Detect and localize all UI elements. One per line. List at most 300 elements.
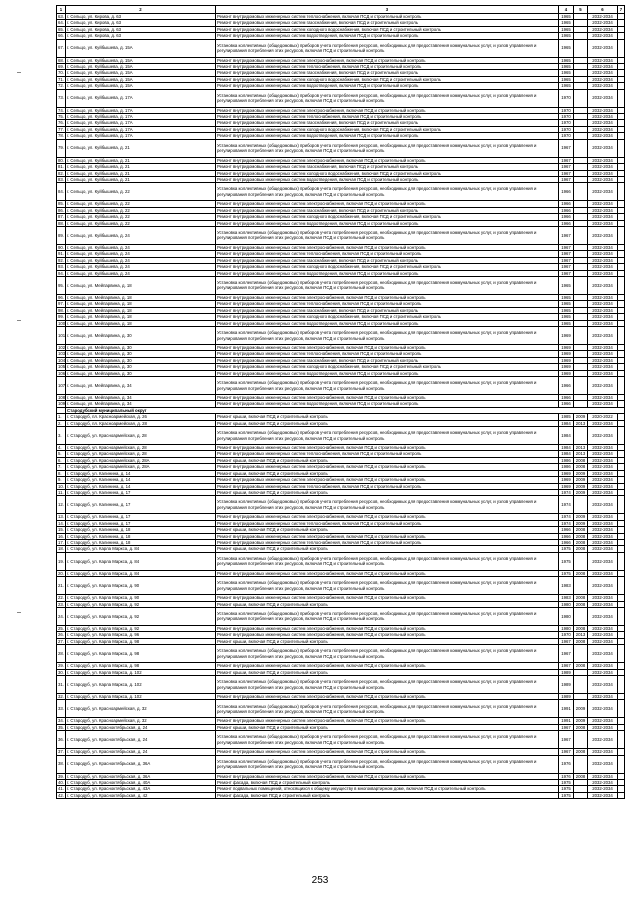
row-number: 5. [57, 451, 66, 457]
work-type-cell: Установка коллективных (общедомовых) приборов учета потребления ресурсов, необходимых для предоставления коммунальных услуг, и узлов управления и регулирования потребления этих ресурсов, включая ПСД и строительный контроль [216, 139, 559, 157]
build-year-cell: 1974 [559, 514, 574, 520]
row-number: 7. [57, 464, 66, 470]
work-type-cell: Ремонт внутридомовых инженерных систем электроснабжения, включая ПСД и строительный контроль [216, 632, 559, 638]
work-type-cell: Ремонт крыши, включая ПСД и строительный контроль [216, 638, 559, 644]
row-number: 2. [57, 420, 66, 426]
last-repair-year-cell: 2009 [574, 700, 588, 718]
column-header: 4 [559, 6, 574, 14]
build-year-cell: 1984 [559, 451, 574, 457]
planned-period-cell: 2032-2034 [588, 755, 618, 773]
build-year-cell: 1966 [559, 207, 574, 213]
planned-period-cell: 2032-2034 [588, 351, 618, 357]
row-number: 1. [57, 414, 66, 420]
row-number: 66. [58, 33, 64, 39]
column-header: 5 [574, 6, 588, 14]
build-year-cell: 1967 [559, 724, 574, 730]
address-cell: г. Стародуб, ул. Красноктябрьская, д. 40А [66, 780, 216, 786]
planned-period-cell: 2032-2034 [588, 264, 618, 270]
planned-period-cell: 2032-2034 [588, 718, 618, 724]
work-type-cell: Ремонт внутридомовых инженерных систем электроснабжения, включая ПСД и строительный контроль [216, 294, 559, 300]
table-row [57, 377, 625, 395]
row-number: 29. [58, 663, 64, 669]
build-year-cell: 1965 [559, 276, 574, 294]
address-cell: г. Сельцо, ул. Куйбышева, д. 17А [66, 114, 216, 120]
planned-period-cell: 2032-2034 [588, 533, 618, 539]
row-number: 38. [57, 755, 66, 773]
table-row [57, 226, 625, 244]
planned-period-cell: 2032-2034 [588, 164, 618, 170]
work-type-cell: Ремонт внутридомовых инженерных систем водоотведения, включая ПСД и строительный контроль [216, 270, 559, 276]
build-year-cell: 1991 [559, 718, 574, 724]
table-row [57, 676, 625, 694]
address-cell: г. Сельцо, ул. Куйбышева, д. 22 [66, 207, 216, 213]
build-year-cell: 1965 [559, 320, 574, 326]
planned-period-cell: 2032-2034 [588, 377, 618, 395]
work-type-cell: Установка коллективных (общедомовых) приборов учета потребления ресурсов, необходимых для предоставления коммунальных услуг, и узлов управления и регулирования потребления этих ресурсов, включая ПСД и строительный контроль [216, 276, 559, 294]
column-header: 6 [588, 6, 618, 14]
address-cell: г. Стародуб, ул. Калинина, д. 17 [66, 520, 216, 526]
planned-period-cell: 2032-2034 [588, 133, 618, 139]
work-type-cell: Ремонт внутридомовых инженерных систем электроснабжения, включая ПСД и строительный контроль [216, 663, 559, 669]
planned-period-cell: 2032-2034 [588, 514, 618, 520]
row-number: 63. [58, 14, 64, 19]
planned-period-cell: 2032-2034 [588, 645, 618, 663]
work-type-cell: Ремонт внутридомовых инженерных систем холодного водоснабжения, включая ПСД и строительный контроль [216, 264, 559, 270]
last-repair-year-cell [574, 645, 588, 663]
row-number: 21. [57, 577, 66, 595]
work-type-cell: Ремонт внутридомовых инженерных систем электроснабжения, включая ПСД и строительный контроль [216, 625, 559, 631]
row-number: 8. [57, 470, 66, 476]
planned-period-cell: 2032-2034 [588, 14, 618, 20]
page-number: 253 [311, 875, 329, 886]
build-year-cell: 1967 [559, 244, 574, 250]
row-number: 98. [58, 307, 64, 313]
last-repair-year-cell [574, 377, 588, 395]
address-cell: г. Сельцо, ул. Куйбышева, д. 15А [66, 64, 216, 70]
build-year-cell: 1965 [559, 307, 574, 313]
table-row [57, 496, 625, 514]
planned-period-cell: 2032-2034 [588, 451, 618, 457]
row-number: 42. [58, 792, 64, 798]
address-cell: г. Сельцо, ул. Куйбышева, д. 24 [66, 270, 216, 276]
build-year-cell: 1967 [559, 257, 574, 263]
last-repair-year-cell: 2009 [574, 520, 588, 526]
planned-period-cell: 2032-2034 [588, 320, 618, 326]
address-cell: г. Сельцо, ул. Мейпарвина, д. 18 [66, 320, 216, 326]
address-cell: г. Стародуб, ул. Карла Маркса, д. 90 [66, 595, 216, 601]
table-row [57, 39, 625, 57]
address-cell: г. Стародуб, ул. Калинина, д. 18 [66, 539, 216, 545]
address-cell: г. Стародуб, ул. Карла Маркса, д. 98 [66, 638, 216, 644]
build-year-cell: 1965 [559, 70, 574, 76]
build-year-cell: 1965 [559, 33, 574, 39]
planned-period-cell: 2032-2034 [588, 126, 618, 132]
row-number: 89. [57, 226, 66, 244]
row-number: 69. [58, 64, 64, 70]
last-repair-year-cell: 2008 [574, 464, 588, 470]
row-number: 103. [58, 351, 67, 357]
last-repair-year-cell: 2013 [574, 451, 588, 457]
address-cell: г. Сельцо, ул. Куйбышева, д. 21 [66, 157, 216, 163]
table-row [57, 327, 625, 345]
row-number: 4. [57, 445, 66, 451]
row-number: 23. [58, 601, 64, 607]
address-cell: г. Сельцо, ул. Куйбышева, д. 22 [66, 201, 216, 207]
table-row [57, 792, 625, 798]
planned-period-cell: 2032-2034 [588, 539, 618, 545]
row-number: 34. [58, 718, 64, 724]
last-repair-year-cell: 2009 [574, 483, 588, 489]
last-repair-year-cell [574, 607, 588, 625]
work-type-cell: Ремонт внутридомовых инженерных систем электроснабжения, включая ПСД и строительный контроль [216, 595, 559, 601]
row-number: 108. [58, 395, 67, 401]
last-repair-year-cell [574, 755, 588, 773]
planned-period-cell: 2032-2034 [588, 577, 618, 595]
row-number: 107. [57, 377, 66, 395]
address-cell: г. Сельцо, ул. Куйбышева, д. 15А [66, 83, 216, 89]
row-number: 93. [58, 264, 64, 270]
row-number: 105. [58, 364, 67, 370]
work-type-cell: Ремонт внутридомовых инженерных систем холодного водоснабжения, включая ПСД и строительный контроль [216, 76, 559, 82]
build-year-cell: 1975 [559, 546, 574, 552]
work-type-cell: Ремонт внутридомовых инженерных систем водоотведения, включая ПСД и строительный контроль [216, 83, 559, 89]
table-row [57, 755, 625, 773]
build-year-cell: 1970 [559, 120, 574, 126]
build-year-cell: 1991 [559, 700, 574, 718]
row-number: 14. [58, 520, 64, 526]
extra-cell [618, 183, 625, 201]
planned-period-cell: 2032-2034 [588, 724, 618, 730]
address-cell: г. Стародуб, ул. Калинина, д. 14 [66, 483, 216, 489]
extra-cell [618, 577, 625, 595]
address-cell: г. Сельцо, ул. Куйбышева, д. 15А [66, 70, 216, 76]
build-year-cell: 1983 [559, 595, 574, 601]
build-year-cell: 1989 [559, 676, 574, 694]
address-cell: г. Сельцо, ул. Кирова, д. 63 [66, 26, 216, 32]
row-number: 104. [58, 357, 67, 363]
address-cell: г. Сельцо, ул. Куйбышева, д. 21 [66, 139, 216, 157]
row-number: 25. [58, 625, 64, 631]
address-cell: г. Сельцо, ул. Мейпарвина, д. 18 [66, 276, 216, 294]
row-number: 28. [57, 645, 66, 663]
build-year-cell: 1965 [559, 26, 574, 32]
work-type-cell: Ремонт внутридомовых инженерных систем электроснабжения, включая ПСД и строительный контроль [216, 533, 559, 539]
row-number: 11. [58, 489, 64, 495]
build-year-cell: 1969 [559, 345, 574, 351]
address-cell: г. Стародуб, ул. Красноармейская, д. 28А [66, 457, 216, 463]
address-cell: г. Сельцо, ул. Куйбышева, д. 24 [66, 257, 216, 263]
build-year-cell: 1969 [559, 364, 574, 370]
planned-period-cell: 2032-2034 [588, 489, 618, 495]
address-cell: г. Сельцо, ул. Мейпарвина, д. 34 [66, 395, 216, 401]
address-cell: г. Сельцо, ул. Мейпарвина, д. 34 [66, 377, 216, 395]
address-cell: г. Сельцо, ул. Мейпарвина, д. 18 [66, 294, 216, 300]
address-cell: г. Сельцо, ул. Мейпарвина, д. 30 [66, 370, 216, 376]
extra-cell [618, 607, 625, 625]
address-cell: г. Сельцо, ул. Куйбышева, д. 21 [66, 164, 216, 170]
work-type-cell: Ремонт внутридомовых инженерных систем холодного водоснабжения, включая ПСД и строительный контроль [216, 26, 559, 32]
address-cell: г. Стародуб, ул. Калинина, д. 14 [66, 470, 216, 476]
planned-period-cell: 2032-2034 [588, 632, 618, 638]
row-number: 96. [58, 294, 64, 300]
section-title: Стародубский муниципальный округ [66, 407, 625, 413]
build-year-cell: 1967 [559, 270, 574, 276]
planned-period-cell: 2032-2034 [588, 89, 618, 107]
planned-period-cell: 2032-2034 [588, 520, 618, 526]
last-repair-year-cell: 2013 [574, 420, 588, 426]
address-cell: г. Стародуб, ул. Красноктябрьская, д. 36А [66, 773, 216, 779]
last-repair-year-cell: 2008 [574, 539, 588, 545]
planned-period-cell: 2032-2034 [588, 483, 618, 489]
row-number: 73. [57, 89, 66, 107]
address-cell: г. Стародуб, ул. Карла Маркса, д. 98 [66, 663, 216, 669]
work-type-cell: Ремонт крыши, включая ПСД и строительный контроль [216, 669, 559, 675]
planned-period-cell: 2032-2034 [588, 220, 618, 226]
planned-period-cell: 2032-2034 [588, 780, 618, 786]
last-repair-year-cell [574, 552, 588, 570]
work-type-cell: Ремонт внутридомовых инженерных систем водоотведения, включая ПСД и строительный контроль [216, 320, 559, 326]
planned-period-cell: 2032-2034 [588, 552, 618, 570]
build-year-cell: 1966 [559, 377, 574, 395]
extra-cell [618, 89, 625, 107]
last-repair-year-cell: 2008 [574, 601, 588, 607]
address-cell: г. Стародуб, ул. Красноктябрьская, д. 43А [66, 786, 216, 792]
work-type-cell: Установка коллективных (общедомовых) приборов учета потребления ресурсов, необходимых для предоставления коммунальных услуг, и узлов управления и регулирования потребления этих ресурсов, включая ПСД и строительный контроль [216, 700, 559, 718]
work-type-cell: Ремонт внутридомовых инженерных систем газоснабжения, включая ПСД и строительный контроль [216, 207, 559, 213]
address-cell: г. Стародуб, ул. Калинина, д. 17 [66, 489, 216, 495]
extra-cell [618, 276, 625, 294]
margin-mark [17, 612, 21, 613]
address-cell: г. Стародуб, ул. Карла Маркса, д. 92 [66, 601, 216, 607]
last-repair-year-cell [574, 89, 588, 107]
last-repair-year-cell: 2009 [574, 489, 588, 495]
row-number: 13. [58, 514, 64, 520]
planned-period-cell: 2032-2034 [588, 786, 618, 792]
planned-period-cell: 2032-2034 [588, 792, 618, 798]
row-number: 22. [58, 595, 64, 601]
planned-period-cell: 2032-2034 [588, 176, 618, 182]
work-type-cell: Ремонт крыши, включая ПСД и строительный контроль [216, 420, 559, 426]
build-year-cell: 1965 [559, 57, 574, 63]
planned-period-cell: 2032-2034 [588, 64, 618, 70]
table-row [57, 645, 625, 663]
work-type-cell: Ремонт внутридомовых инженерных систем водоотведения, включая ПСД и строительный контроль [216, 220, 559, 226]
address-cell: г. Стародуб, пл. Красноармейская, д. 26 [66, 414, 216, 420]
address-cell: г. Стародуб, ул. Красноармейская, д. 28 [66, 427, 216, 445]
work-type-cell: Ремонт крыши, включая ПСД и строительный контроль [216, 414, 559, 420]
work-type-cell: Установка коллективных (общедомовых) приборов учета потребления ресурсов, необходимых для предоставления коммунальных услуг, и узлов управления и регулирования потребления этих ресурсов, включая ПСД и строительный контроль [216, 89, 559, 107]
planned-period-cell: 2032-2034 [588, 301, 618, 307]
work-type-cell: Установка коллективных (общедомовых) приборов учета потребления ресурсов, необходимых для предоставления коммунальных услуг, и узлов управления и регулирования потребления этих ресурсов, включая ПСД и строительный контроль [216, 496, 559, 514]
planned-period-cell: 2032-2034 [588, 157, 618, 163]
planned-period-cell: 2032-2034 [588, 445, 618, 451]
build-year-cell: 1980 [559, 601, 574, 607]
build-year-cell: 1970 [559, 89, 574, 107]
address-cell: г. Сельцо, ул. Кирова, д. 63 [66, 20, 216, 26]
row-number: 17. [58, 539, 64, 545]
last-repair-year-cell: 2009 [574, 470, 588, 476]
work-type-cell: Установка коллективных (общедомовых) приборов учета потребления ресурсов, необходимых для предоставления коммунальных услуг, и узлов управления и регулирования потребления этих ресурсов, включая ПСД и строительный контроль [216, 427, 559, 445]
address-cell: г. Сельцо, ул. Мейпарвина, д. 34 [66, 401, 216, 407]
address-cell: г. Сельцо, ул. Мейпарвина, д. 18 [66, 307, 216, 313]
planned-period-cell: 2020-2022 [588, 414, 618, 420]
row-number: 86. [58, 207, 64, 213]
build-year-cell: 1965 [559, 39, 574, 57]
work-type-cell: Ремонт крыши, включая ПСД и строительный контроль [216, 457, 559, 463]
last-repair-year-cell: 2009 [574, 477, 588, 483]
work-type-cell: Ремонт внутридомовых инженерных систем холодного водоснабжения, включая ПСД и строительный контроль [216, 170, 559, 176]
build-year-cell: 1966 [559, 214, 574, 220]
work-type-cell: Установка коллективных (общедомовых) приборов учета потребления ресурсов, необходимых для предоставления коммунальных услуг, и узлов управления и регулирования потребления этих ресурсов, включая ПСД и строительный контроль [216, 607, 559, 625]
row-number: 71. [58, 76, 64, 82]
last-repair-year-cell [574, 792, 588, 798]
address-cell: г. Сельцо, ул. Куйбышева, д. 24 [66, 244, 216, 250]
address-cell: г. Сельцо, ул. Куйбышева, д. 15А [66, 39, 216, 57]
work-type-cell: Ремонт внутридомовых инженерных систем водоотведения, включая ПСД и строительный контроль [216, 370, 559, 376]
build-year-cell: 1975 [559, 786, 574, 792]
extra-cell [618, 139, 625, 157]
address-cell: г. Стародуб, ул. Карла Маркса, д. 84 [66, 546, 216, 552]
work-type-cell: Ремонт фасада, включая ПСД и строительный контроль [216, 780, 559, 786]
last-repair-year-cell [574, 139, 588, 157]
row-number: 41. [58, 786, 64, 792]
row-number: 99. [58, 314, 64, 320]
work-type-cell: Ремонт внутридомовых инженерных систем холодного водоснабжения, включая ПСД и строительный контроль [216, 314, 559, 320]
table-row [57, 607, 625, 625]
row-number: 100. [58, 320, 67, 326]
work-type-cell: Ремонт фасада, включая ПСД и строительный контроль [216, 792, 559, 798]
planned-period-cell: 2032-2034 [588, 595, 618, 601]
address-cell: г. Стародуб, ул. Красноармейская, д. 28 [66, 445, 216, 451]
planned-period-cell: 2032-2034 [588, 26, 618, 32]
work-type-cell: Ремонт внутридомовых инженерных систем теплоснабжения, включая ПСД и строительный контроль [216, 539, 559, 545]
last-repair-year-cell: 2008 [574, 749, 588, 755]
row-number: 97. [58, 301, 64, 307]
row-number: 95. [57, 276, 66, 294]
address-cell: г. Стародуб, ул. Красноктябрьская, д. 42 [66, 792, 216, 798]
extra-cell [618, 792, 625, 798]
address-cell: г. Стародуб, ул. Красноктябрьская, д. 24 [66, 724, 216, 730]
row-number: 20. [58, 570, 64, 576]
row-number: 67. [57, 39, 66, 57]
address-cell: г. Стародуб, ул. Карла Маркса, д. 96 [66, 632, 216, 638]
address-cell: г. Сельцо, ул. Куйбышева, д. 17А [66, 120, 216, 126]
planned-period-cell: 2032-2034 [588, 207, 618, 213]
row-number: 16. [58, 533, 64, 539]
build-year-cell: 1986 [559, 464, 574, 470]
work-type-cell: Ремонт внутридомовых инженерных систем газоснабжения, включая ПСД и строительный контроль [216, 257, 559, 263]
planned-period-cell: 2032-2034 [588, 364, 618, 370]
work-type-cell: Установка коллективных (общедомовых) приборов учета потребления ресурсов, необходимых для предоставления коммунальных услуг, и узлов управления и регулирования потребления этих ресурсов, включая ПСД и строительный контроль [216, 226, 559, 244]
last-repair-year-cell: 2008 [574, 595, 588, 601]
build-year-cell: 1967 [559, 164, 574, 170]
row-number: 15. [58, 527, 64, 533]
address-cell: г. Сельцо, ул. Куйбышева, д. 22 [66, 214, 216, 220]
build-year-cell: 1967 [559, 638, 574, 644]
row-number: 70. [58, 70, 64, 76]
planned-period-cell: 2032-2034 [588, 607, 618, 625]
row-number: 87. [58, 214, 64, 220]
work-type-cell: Ремонт внутридомовых инженерных систем газоснабжения, включая ПСД и строительный контроль [216, 70, 559, 76]
extra-cell [618, 39, 625, 57]
work-type-cell: Установка коллективных (общедомовых) приборов учета потребления ресурсов, необходимых для предоставления коммунальных услуг, и узлов управления и регулирования потребления этих ресурсов, включая ПСД и строительный контроль [216, 731, 559, 749]
address-cell: г. Сельцо, ул. Мейпарвина, д. 30 [66, 345, 216, 351]
row-number: 65. [58, 26, 64, 32]
row-number: 37. [58, 749, 64, 755]
last-repair-year-cell [574, 183, 588, 201]
address-cell: г. Стародуб, ул. Калинина, д. 17 [66, 514, 216, 520]
address-cell: г. Стародуб, ул. Красноармейская, д. 32 [66, 718, 216, 724]
address-cell: г. Стародуб, ул. Карла Маркса, д. 92 [66, 625, 216, 631]
address-cell: г. Стародуб, ул. Красноктябрьская, д. 36А [66, 755, 216, 773]
work-type-cell: Установка коллективных (общедомовых) приборов учета потребления ресурсов, необходимых для предоставления коммунальных услуг, и узлов управления и регулирования потребления этих ресурсов, включая ПСД и строительный контроль [216, 552, 559, 570]
planned-period-cell: 2032-2034 [588, 307, 618, 313]
build-year-cell: 1967 [559, 170, 574, 176]
planned-period-cell: 2032-2034 [588, 201, 618, 207]
planned-period-cell: 2032-2034 [588, 601, 618, 607]
row-number: 12. [57, 496, 66, 514]
build-year-cell: 1975 [559, 552, 574, 570]
planned-period-cell: 2032-2034 [588, 527, 618, 533]
table-row [57, 700, 625, 718]
build-year-cell: 1976 [559, 773, 574, 779]
build-year-cell: 1984 [559, 427, 574, 445]
build-year-cell: 1965 [559, 64, 574, 70]
row-number: 35. [58, 724, 64, 730]
row-number: 94. [58, 270, 64, 276]
extra-cell [618, 755, 625, 773]
last-repair-year-cell: 2009 [574, 414, 588, 420]
work-type-cell: Ремонт внутридомовых инженерных систем электроснабжения, включая ПСД и строительный контроль [216, 773, 559, 779]
work-type-cell: Ремонт внутридомовых инженерных систем теплоснабжения, включая ПСД и строительный контроль [216, 451, 559, 457]
work-type-cell: Ремонт внутридомовых инженерных систем холодного водоснабжения, включая ПСД и строительный контроль [216, 126, 559, 132]
work-type-cell: Ремонт внутридомовых инженерных систем теплоснабжения, включая ПСД и строительный контроль [216, 301, 559, 307]
planned-period-cell: 2032-2034 [588, 420, 618, 426]
planned-period-cell: 2032-2034 [588, 401, 618, 407]
build-year-cell: 1975 [559, 570, 574, 576]
row-number: 40. [58, 780, 64, 786]
planned-period-cell: 2032-2034 [588, 33, 618, 39]
table-row [57, 183, 625, 201]
row-number: 84. [57, 183, 66, 201]
build-year-cell: 1965 [559, 20, 574, 26]
work-type-cell: Ремонт внутридомовых инженерных систем газоснабжения, включая ПСД и строительный контроль [216, 120, 559, 126]
margin-mark [17, 320, 21, 321]
planned-period-cell: 2032-2034 [588, 170, 618, 176]
planned-period-cell: 2032-2034 [588, 107, 618, 113]
row-number: 82. [58, 170, 64, 176]
address-cell: г. Сельцо, ул. Куйбышева, д. 24 [66, 226, 216, 244]
address-cell: г. Стародуб, ул. Карла Маркса, д. 90 [66, 577, 216, 595]
work-type-cell: Ремонт внутридомовых инженерных систем водоотведения, включая ПСД и строительный контроль [216, 133, 559, 139]
address-cell: г. Сельцо, ул. Мейпарвина, д. 30 [66, 357, 216, 363]
margin-mark [17, 72, 21, 73]
address-cell: г. Сельцо, ул. Куйбышева, д. 22 [66, 183, 216, 201]
address-cell: г. Стародуб, ул. Калинина, д. 14 [66, 477, 216, 483]
build-year-cell: 1965 [559, 301, 574, 307]
last-repair-year-cell [574, 496, 588, 514]
address-cell: г. Сельцо, ул. Куйбышева, д. 17А [66, 89, 216, 107]
address-cell: г. Стародуб, ул. Калинина, д. 17 [66, 496, 216, 514]
extra-cell [618, 226, 625, 244]
work-type-cell: Ремонт внутридомовых инженерных систем электроснабжения, включая ПСД и строительный контроль [216, 570, 559, 576]
build-year-cell: 1970 [559, 133, 574, 139]
address-cell: г. Стародуб, ул. Красноармейская, д. 32 [66, 700, 216, 718]
build-year-cell: 1980 [559, 607, 574, 625]
column-header: 1 [57, 6, 66, 14]
work-type-cell: Ремонт крыши, включая ПСД и строительный контроль [216, 601, 559, 607]
last-repair-year-cell: 2008 [574, 625, 588, 631]
